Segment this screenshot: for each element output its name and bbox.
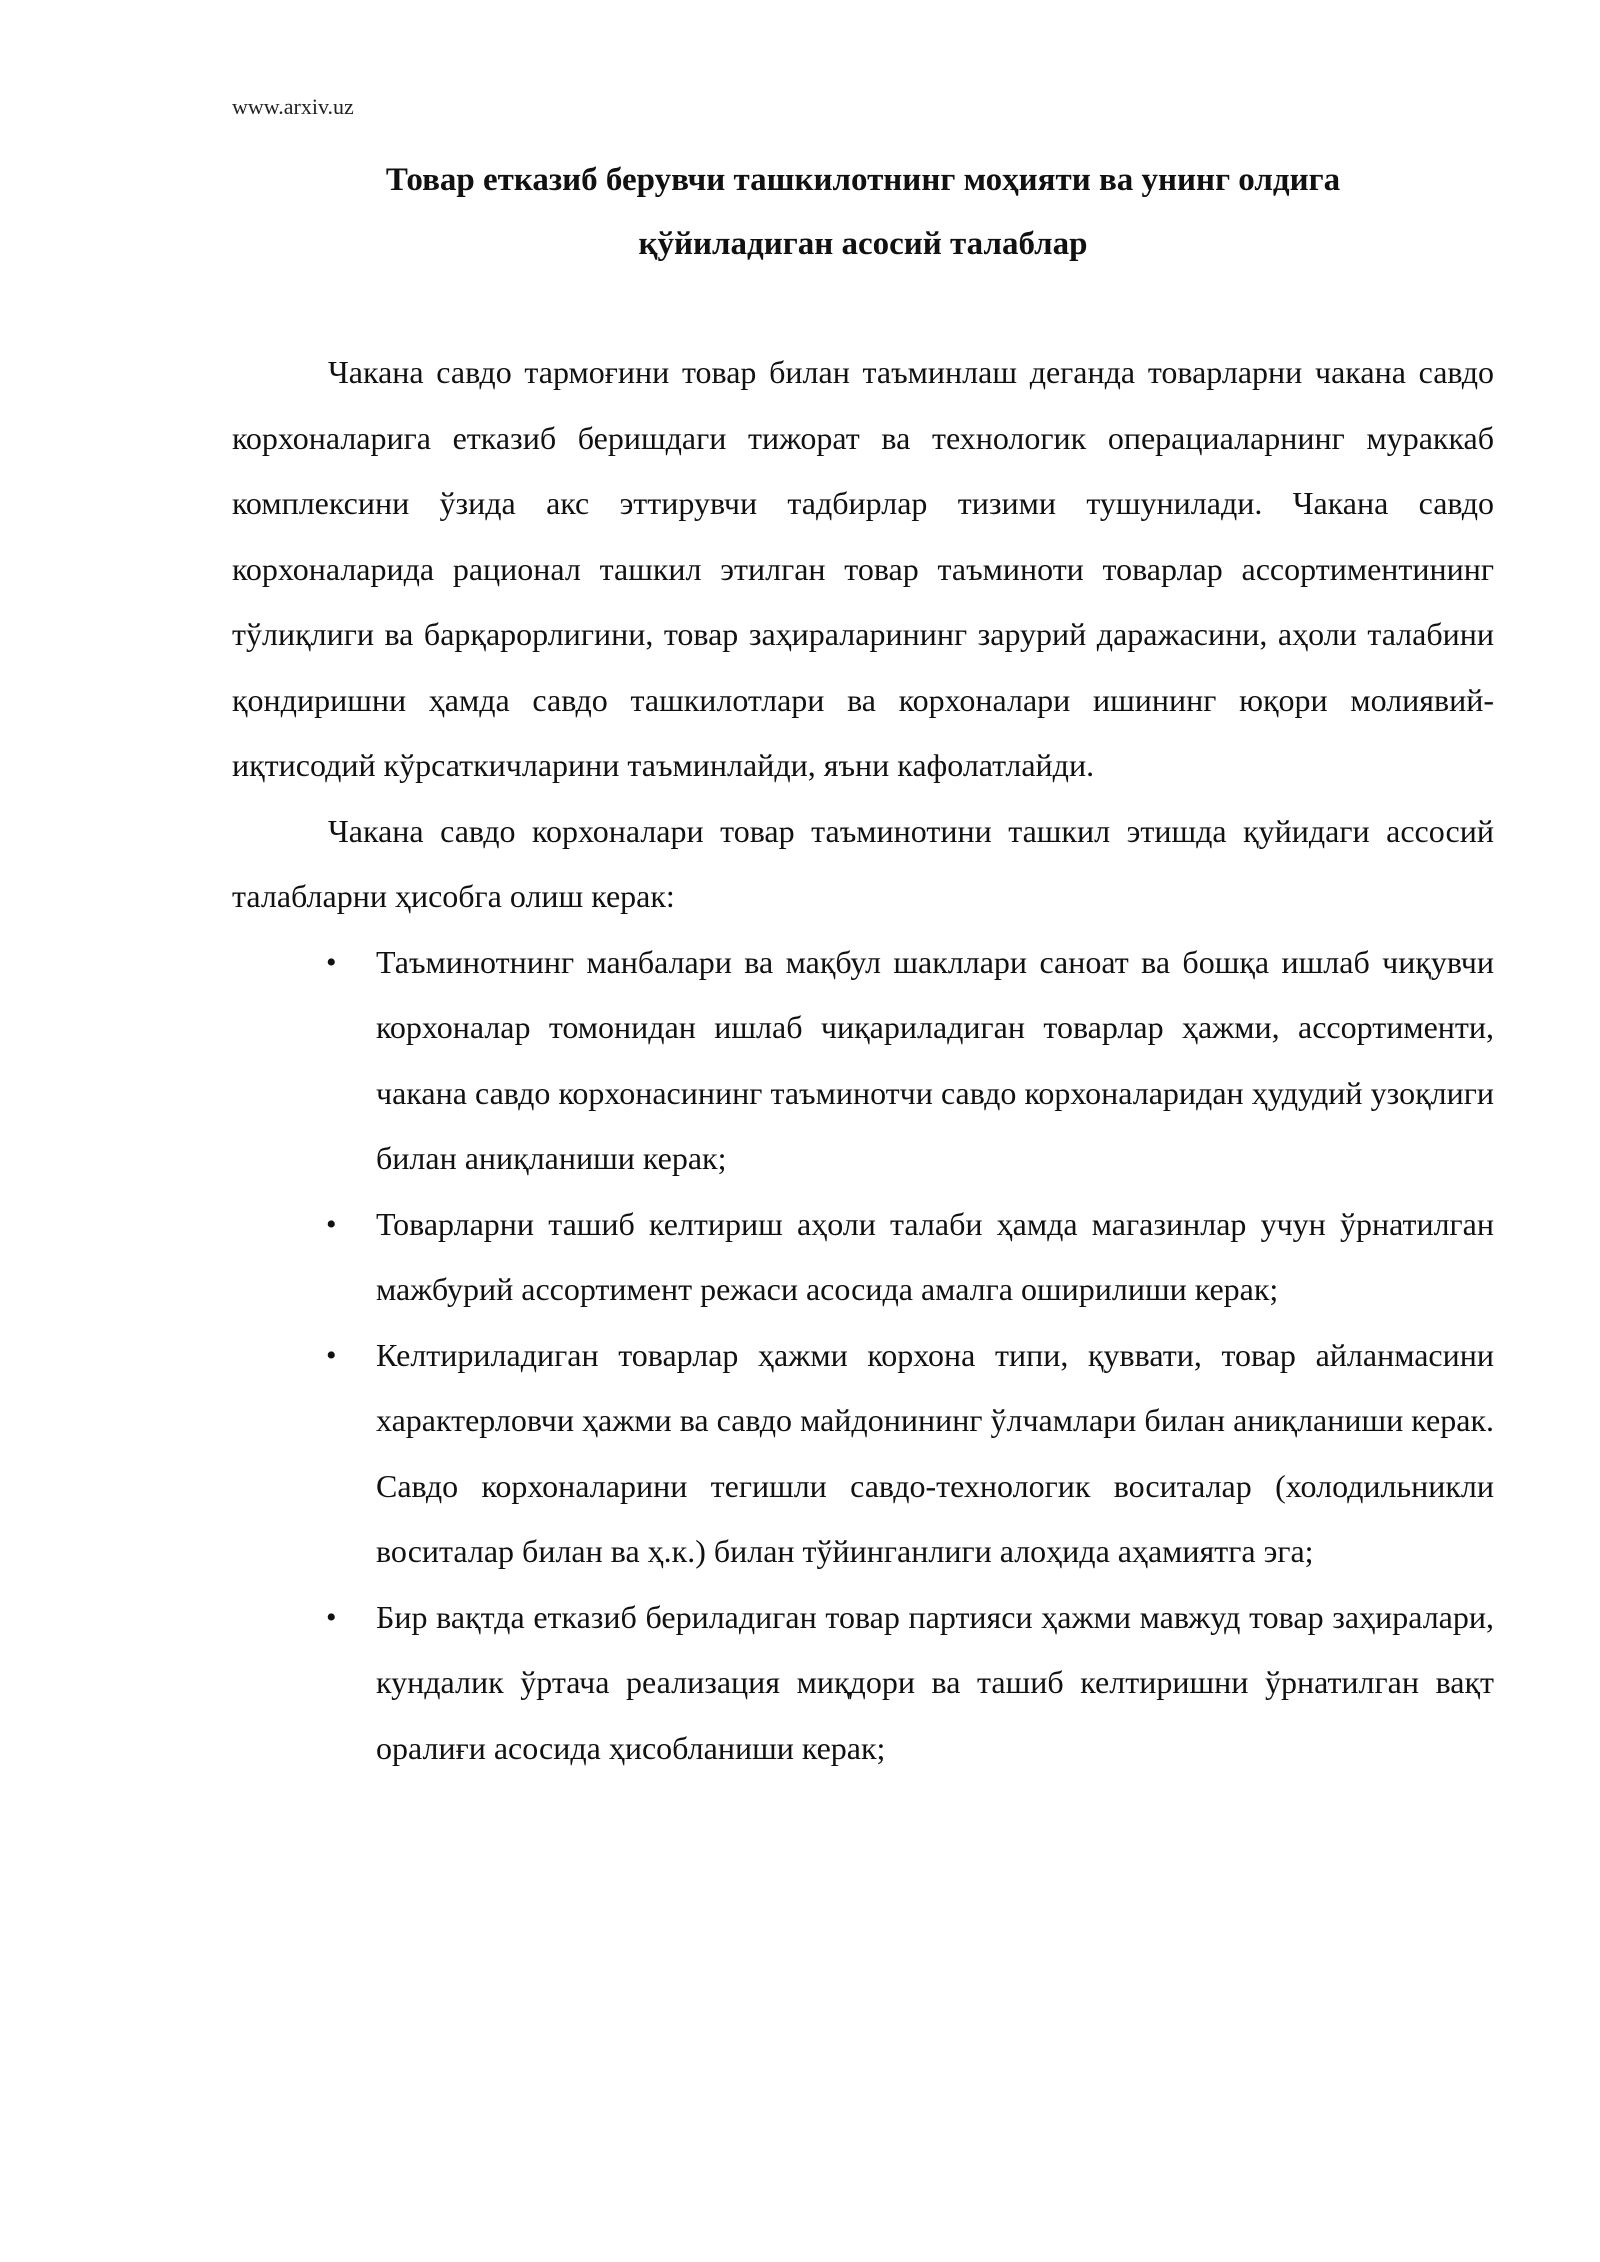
list-item-text: Бир вақтда етказиб бериладиган товар партияси ҳажми мавжуд товар заҳиралари, кундалик ўртача реализация миқдори ва ташиб келтиришни ўрнатилган вақт оралиғи асосида ҳисобланиши керак; bbox=[376, 1598, 1494, 1766]
list-item-text: Таъминотнинг манбалари ва мақбул шакллари саноат ва бошқа ишлаб чиқувчи корхоналар томонидан ишлаб чиқариладиган товарлар ҳажми, ассортименти, чакана савдо корхонасининг таъминотчи савдо корхоналаридан ҳудудий узоқлиги билан аниқланиши керак; bbox=[376, 943, 1494, 1176]
bullet-icon: • bbox=[326, 945, 337, 979]
list-item-text: Товарларни ташиб келтириш аҳоли талаби ҳамда магазинлар учун ўрнатилган мажбурий ассортимент режаси асосида амалга оширилиши керак; bbox=[376, 1205, 1494, 1307]
title-line-1: Товар етказиб берувчи ташкилотнинг моҳияти ва унинг олдига bbox=[385, 162, 1341, 198]
document-body bbox=[232, 340, 1494, 1781]
source-site-header: www.arxiv.uz bbox=[232, 94, 354, 119]
bullet-icon: • bbox=[326, 1600, 337, 1634]
paragraph: Чакана савдо тармоғини товар билан таъминлаш деганда товарларни чакана савдо корхоналарига етказиб беришдаги тижорат ва технологик операциаларнинг мураккаб комплексини ўзида акс эттирувчи тадбирлар тизими тушунилади. Чакана савдо корхоналарида рационал ташкил этилган товар таъминоти товарлар ассортиментининг тўлиқлиги ва барқарорлигини, товар заҳираларининг зарурий даражасини, аҳоли талабини қондиришни ҳамда савдо ташкилотлари ва корхоналари ишининг юқори молиявий-иқтисодий кўрсаткичларини таъминлайди, яъни кафолатлайди. bbox=[232, 354, 1494, 783]
list-item bbox=[232, 1192, 1494, 1323]
bullet-icon: • bbox=[326, 1207, 337, 1241]
title-line-2: қўйиладиган асосий талаблар bbox=[638, 226, 1088, 262]
bullet-icon: • bbox=[326, 1338, 337, 1372]
paragraph: Чакана савдо корхоналари товар таъминотини ташкил этишда қуйидаги ассосий талабларни ҳисобга олиш керак: bbox=[232, 812, 1494, 914]
list-item bbox=[232, 1585, 1494, 1782]
document-title bbox=[232, 148, 1494, 276]
requirements-list bbox=[232, 930, 1494, 1782]
list-item bbox=[232, 930, 1494, 1192]
list-item-text: Келтириладиган товарлар ҳажми корхона типи, қуввати, товар айланмасини характерловчи ҳажми ва савдо майдонининг ўлчамлари билан аниқланиши керак. Савдо корхоналарини тегишли савдо-технологик воситалар (холодильникли воситалар билан ва ҳ.к.) билан тўйинганлиги алоҳида аҳамиятга эга; bbox=[376, 1336, 1494, 1569]
list-item bbox=[232, 1323, 1494, 1585]
